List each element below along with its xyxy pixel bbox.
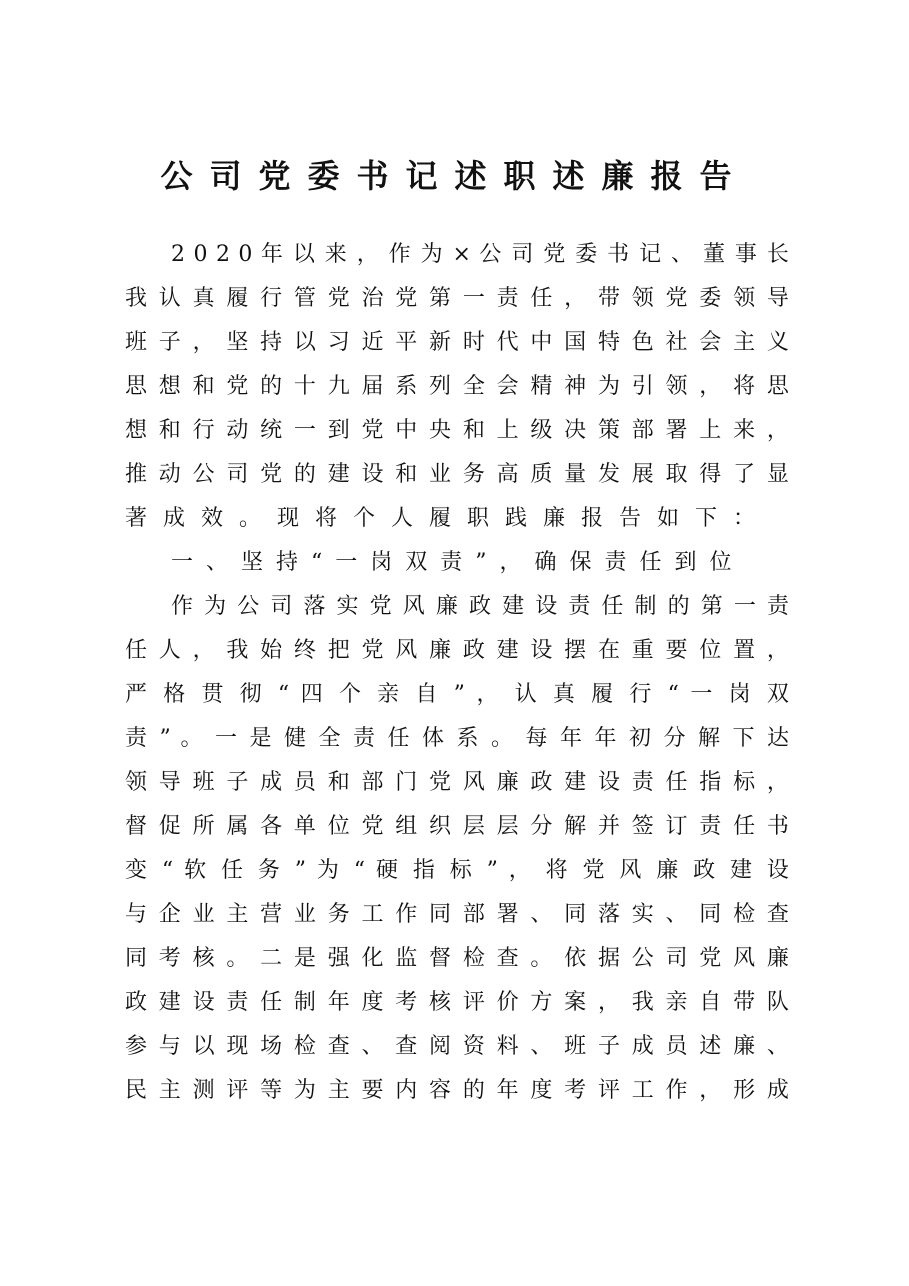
paragraph-line: 2 0 2 0 年 以 来 ， 作 为 × 公 司 党 委 书 记 、 董 事 长 [171,242,789,267]
paragraph-line: 同 考 核 。 二 是 强 化 监 督 检 查 。 依 据 公 司 党 风 廉 [125,946,789,971]
paragraph-line: 与 企 业 主 营 业 务 工 作 同 部 署 、 同 落 实 、 同 检 查 [125,902,789,927]
paragraph-line: 著成效。现将个人履职践廉报告如下： [125,506,772,531]
paragraph-line: 想 和 行 动 统 一 到 党 中 央 和 上 级 决 策 部 署 上 来 ， [125,418,789,443]
paragraph-line: 领 导 班 子 成 员 和 部 门 党 风 廉 政 建 设 责 任 指 标 ， [125,770,789,795]
paragraph-line: 推 动 公 司 党 的 建 设 和 业 务 高 质 量 发 展 取 得 了 显 [125,462,789,487]
paragraph-line: 责 ” 。 一 是 健 全 责 任 体 系 。 每 年 年 初 分 解 下 达 [125,726,790,751]
paragraph-line: 严 格 贯 彻 “ 四 个 亲 自 ” ， 认 真 履 行 “ 一 岗 双 [125,682,789,707]
paragraph-line: 变 “ 软 任 务 ” 为 “ 硬 指 标 ” ， 将 党 风 廉 政 建 设 [125,858,789,883]
section-heading: 一、坚持“一岗双责”，确保责任到位 [171,550,745,575]
paragraph-line: 政 建 设 责 任 制 年 度 考 核 评 价 方 案 ， 我 亲 自 带 队 [125,990,789,1015]
paragraph-line: 任 人 ， 我 始 终 把 党 风 廉 政 建 设 摆 在 重 要 位 置 ， [125,638,789,663]
paragraph-line: 参 与 以 现 场 检 查 、 查 阅 资 料 、 班 子 成 员 述 廉 、 [125,1034,789,1059]
paragraph-line: 班 子 ， 坚 持 以 习 近 平 新 时 代 中 国 特 色 社 会 主 义 [125,330,789,355]
paragraph-line: 民 主 测 评 等 为 主 要 内 容 的 年 度 考 评 工 作 ， 形 成 [125,1078,789,1103]
document-title: 公司党委书记述职述廉报告 [160,157,749,195]
paragraph-line: 思 想 和 党 的 十 九 届 系 列 全 会 精 神 为 引 领 ， 将 思 [125,374,789,399]
paragraph-line: 作 为 公 司 落 实 党 风 廉 政 建 设 责 任 制 的 第 一 责 [171,594,789,619]
paragraph-line: 我 认 真 履 行 管 党 治 党 第 一 责 任 ， 带 领 党 委 领 导 [125,286,789,311]
paragraph-line: 督 促 所 属 各 单 位 党 组 织 层 层 分 解 并 签 订 责 任 书 [125,814,789,839]
